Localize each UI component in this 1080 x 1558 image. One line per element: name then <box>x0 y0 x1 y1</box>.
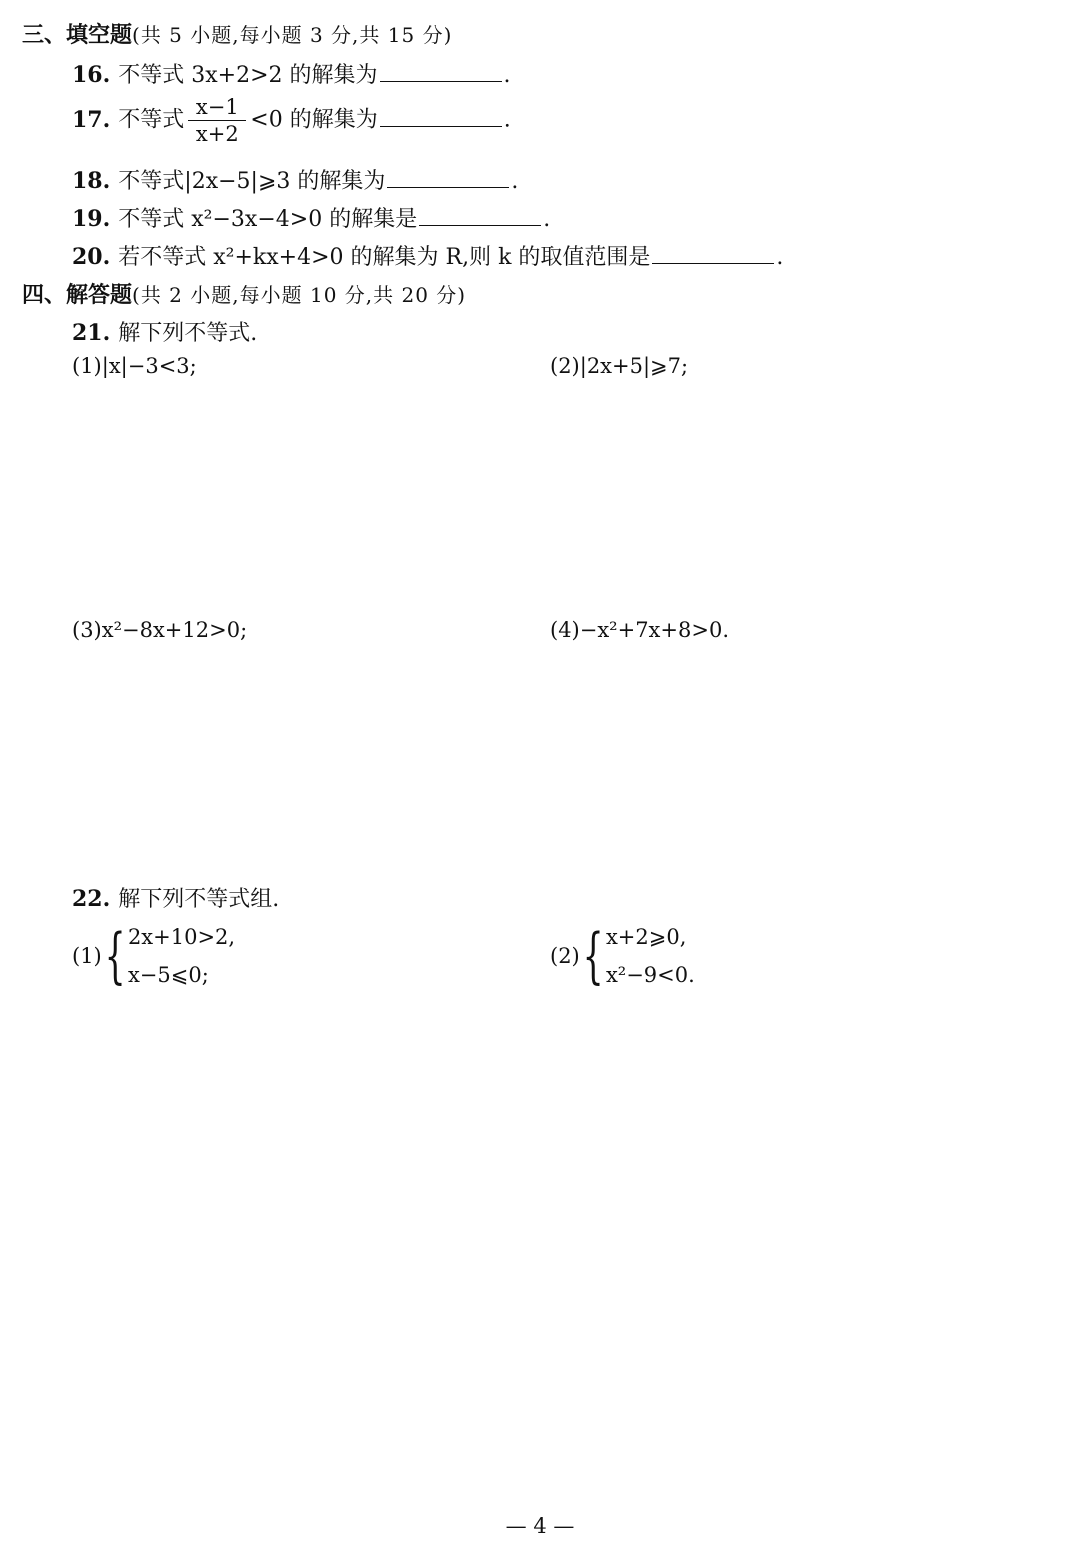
question-text: 解下列不等式. <box>118 321 258 346</box>
question-21 <box>72 316 257 347</box>
answer-blank[interactable] <box>380 63 502 82</box>
q21-part-4: (4)−x²+7x+8>0. <box>550 618 729 642</box>
question-text: 若不等式 x²+kx+4>0 的解集为 R,则 k 的取值范围是 <box>118 245 651 270</box>
question-number: 18. <box>72 168 111 194</box>
question-number: 22. <box>72 886 111 912</box>
period: . <box>511 169 519 194</box>
q22-part-1 <box>72 918 235 994</box>
inequality-system <box>550 918 695 994</box>
system-line-2: x−5⩽0; <box>127 963 209 987</box>
section-4-header <box>22 278 466 309</box>
question-text: 解下列不等式组. <box>118 887 280 912</box>
section-3-title: 三、填空题 <box>22 22 133 48</box>
page-number: — 4 — <box>505 1514 575 1538</box>
q21-part-1: (1)|x|−3<3; <box>72 354 197 378</box>
question-text-after: <0 的解集为 <box>250 107 378 133</box>
question-text: 不等式|2x−5|⩾3 的解集为 <box>118 169 386 194</box>
section-4-title: 四、解答题 <box>22 282 133 308</box>
question-number: 17. <box>72 106 111 133</box>
numerator: x−1 <box>195 95 239 119</box>
question-number: 19. <box>72 206 111 232</box>
section-3-note: (共 5 小题,每小题 3 分,共 15 分) <box>132 23 453 47</box>
system-lines <box>128 918 235 994</box>
answer-blank[interactable] <box>380 108 502 127</box>
section-3-header <box>22 18 452 49</box>
answer-blank[interactable] <box>652 245 774 264</box>
fraction <box>188 96 246 145</box>
part-label: (1) <box>72 944 102 968</box>
left-brace-icon: { <box>582 921 604 991</box>
fraction-bar <box>188 120 246 121</box>
period: . <box>543 207 551 232</box>
q21-part-2: (2)|2x+5|⩾7; <box>550 354 689 378</box>
period: . <box>503 107 511 133</box>
system-lines <box>606 918 695 994</box>
question-22 <box>72 882 279 913</box>
question-text: 不等式 <box>118 107 185 133</box>
section-4-note: (共 2 小题,每小题 10 分,共 20 分) <box>132 283 467 307</box>
system-line-1: 2x+10>2, <box>127 925 236 949</box>
inequality-system <box>72 918 235 994</box>
system-line-1: x+2⩾0, <box>605 925 687 949</box>
question-17 <box>72 96 511 145</box>
question-19 <box>72 202 550 233</box>
q21-part-3: (3)x²−8x+12>0; <box>72 618 248 642</box>
question-number: 16. <box>72 62 111 88</box>
question-16 <box>72 58 511 89</box>
denominator: x+2 <box>195 122 239 147</box>
question-number: 20. <box>72 244 111 270</box>
period: . <box>503 63 511 88</box>
answer-blank[interactable] <box>419 207 541 226</box>
period: . <box>776 245 784 270</box>
question-18 <box>72 164 518 195</box>
question-number: 21. <box>72 320 111 346</box>
system-line-2: x²−9<0. <box>605 963 695 987</box>
question-20 <box>72 240 783 271</box>
left-brace-icon: { <box>104 921 126 991</box>
question-text: 不等式 3x+2>2 的解集为 <box>118 63 378 88</box>
q22-part-2 <box>550 918 695 994</box>
question-text: 不等式 x²−3x−4>0 的解集是 <box>118 207 418 232</box>
part-label: (2) <box>550 944 580 968</box>
answer-blank[interactable] <box>387 169 509 188</box>
